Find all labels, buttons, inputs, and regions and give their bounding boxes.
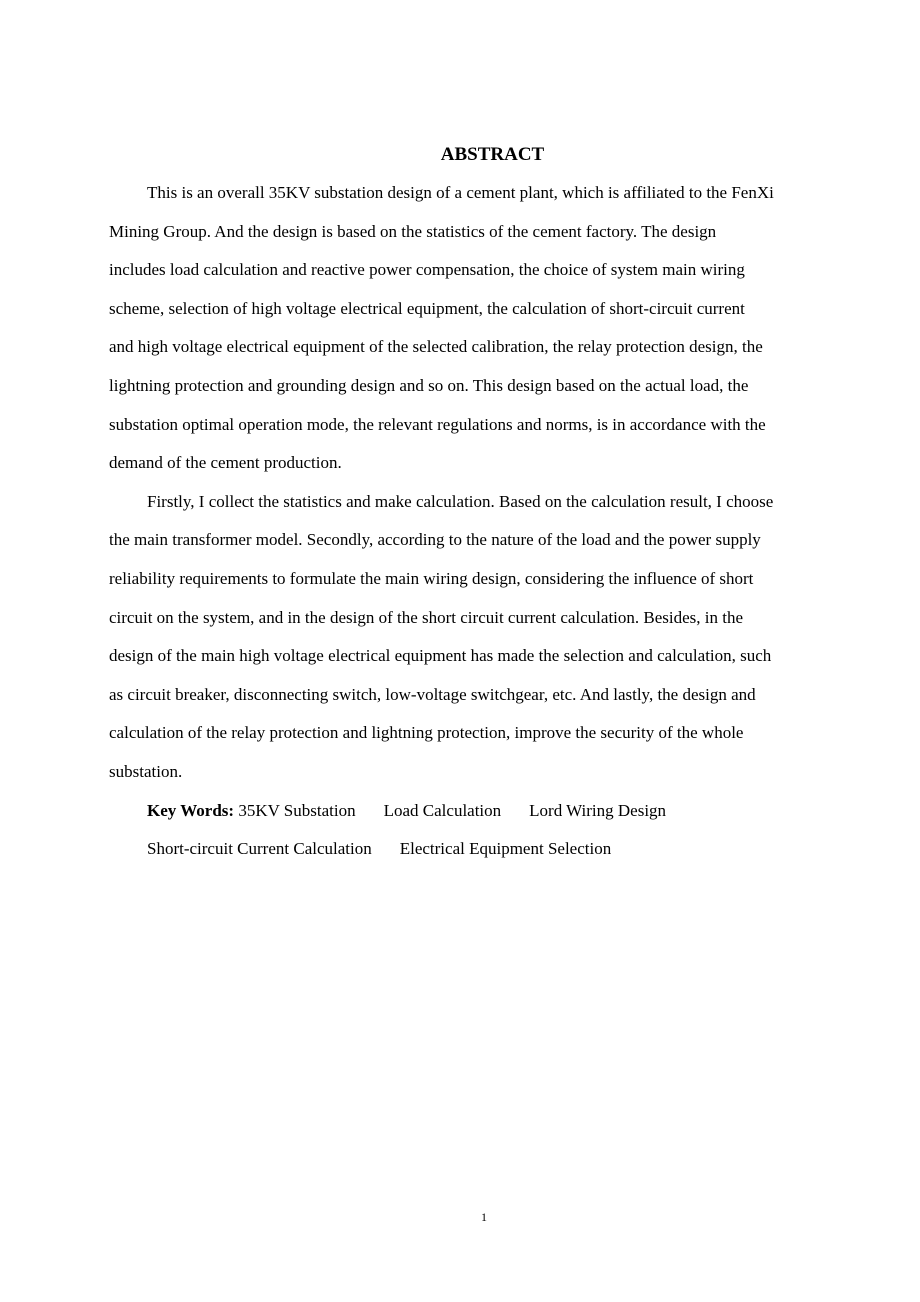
- keyword: 35KV Substation: [238, 800, 356, 820]
- paragraph-2-line: design of the main high voltage electrical equipment has made the selection and calculation, such: [109, 646, 772, 666]
- paragraph-2-line: circuit on the system, and in the design of the short circuit current calculation. Besides, in the: [109, 607, 744, 627]
- paragraph-2-line: as circuit breaker, disconnecting switch, low-voltage switchgear, etc. And lastly, the design and: [109, 684, 756, 704]
- abstract-paragraph-1: [109, 174, 839, 483]
- paragraph-2-line: substation.: [109, 761, 183, 781]
- paragraph-1-line: includes load calculation and reactive power compensation, the choice of system main wiring: [109, 260, 745, 280]
- paragraph-2-line: Firstly, I collect the statistics and make calculation. Based on the calculation result, I choose: [147, 491, 774, 511]
- paragraph-1-line: demand of the cement production.: [109, 453, 342, 473]
- keywords-line-2: [109, 830, 839, 869]
- keywords-label: Key Words:: [147, 800, 235, 820]
- paragraph-2-line: calculation of the relay protection and lightning protection, improve the security of the whole: [109, 723, 744, 743]
- page-number: 1: [481, 1210, 487, 1224]
- paragraph-1-line: scheme, selection of high voltage electrical equipment, the calculation of short-circuit current: [109, 298, 745, 318]
- keyword: Electrical Equipment Selection: [399, 839, 612, 859]
- abstract-paragraph-2: [109, 483, 839, 792]
- paragraph-2-line: the main transformer model. Secondly, according to the nature of the load and the power supply: [109, 530, 761, 550]
- abstract-body: [109, 174, 839, 869]
- keyword: Lord Wiring Design: [529, 800, 667, 820]
- paragraph-1-line: lightning protection and grounding design and so on. This design based on the actual load, the: [109, 375, 749, 395]
- keyword: Load Calculation: [383, 800, 502, 820]
- paragraph-1-line: substation optimal operation mode, the relevant regulations and norms, is in accordance with the: [109, 414, 766, 434]
- paragraph-1-line: This is an overall 35KV substation design of a cement plant, which is affiliated to the FenXi: [147, 183, 774, 202]
- keyword: Short-circuit Current Calculation: [147, 839, 372, 859]
- paragraph-2-line: reliability requirements to formulate the main wiring design, considering the influence of short: [109, 568, 754, 588]
- paragraph-1-line: Mining Group. And the design is based on the statistics of the cement factory. The design: [109, 221, 717, 241]
- keywords-line-1: [109, 792, 839, 831]
- abstract-title: ABSTRACT: [440, 144, 545, 165]
- paragraph-1-line: and high voltage electrical equipment of the selected calibration, the relay protection design, the: [109, 337, 763, 357]
